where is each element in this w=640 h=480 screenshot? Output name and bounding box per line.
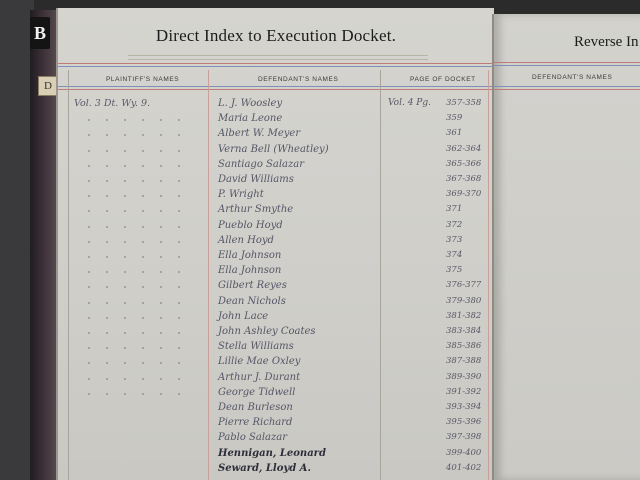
dotted-leader	[80, 346, 190, 350]
dotted-leader	[80, 316, 190, 320]
docket-page-cell: 359	[446, 113, 463, 124]
docket-page-cell: 357-358	[446, 98, 482, 108]
dotted-leader	[80, 149, 190, 153]
table-row	[58, 417, 494, 432]
defendant-name-cell: Allen Hoyd	[218, 234, 274, 246]
docket-page-cell: 365-366	[446, 158, 482, 169]
left-ledger-page	[56, 8, 494, 480]
docket-page-cell: 361	[446, 128, 463, 139]
dotted-leader	[80, 225, 190, 229]
defendant-name-cell: John Ashley Coates	[218, 326, 316, 337]
defendant-name-cell: Gilbert Reyes	[218, 280, 287, 292]
defendant-name-cell: Verna Bell (Wheatley)	[218, 143, 329, 155]
dotted-leader	[80, 331, 190, 335]
header-rule-red-lower	[494, 89, 640, 90]
table-row	[58, 356, 494, 371]
defendant-name-cell: Maria Leone	[218, 113, 283, 125]
table-row	[58, 250, 494, 265]
defendant-name-cell: P. Wright	[218, 189, 264, 201]
title-underline	[128, 55, 428, 60]
dotted-leader	[80, 301, 190, 305]
header-rule-red-lower	[58, 89, 494, 90]
dotted-leader	[80, 209, 190, 213]
book-spine	[0, 0, 34, 480]
dotted-leader	[80, 240, 190, 244]
column-header-page: PAGE OF DOCKET	[410, 76, 476, 83]
dotted-leader	[80, 179, 190, 183]
header-rule-red	[58, 63, 494, 64]
column-header-plaintiff: PLAINTIFF'S NAMES	[106, 76, 180, 83]
docket-page-cell: 374	[446, 250, 463, 260]
docket-page-cell: 389-390	[446, 371, 482, 382]
docket-page-cell: 362-364	[446, 143, 482, 154]
defendant-name-cell: Stella Williams	[218, 341, 294, 353]
header-rule-red	[494, 62, 640, 63]
defendant-name-cell: L. J. Woosley	[218, 98, 283, 109]
table-row	[58, 341, 494, 356]
docket-page-cell: 367-368	[446, 174, 482, 184]
defendant-name-cell: John Lace	[218, 310, 269, 322]
table-row	[58, 463, 494, 478]
plaintiff-cell: Vol. 3 Dt. Wy. 9.	[74, 98, 151, 109]
right-ledger-page	[492, 14, 640, 480]
defendant-name-cell: David Williams	[218, 174, 294, 185]
defendant-name-cell: Dean Burleson	[218, 402, 293, 413]
table-row	[58, 235, 494, 250]
table-row	[58, 174, 494, 189]
defendant-name-cell: Arthur Smythe	[218, 204, 294, 216]
table-row	[58, 144, 494, 159]
index-subtab-letter[interactable]: D	[38, 76, 58, 96]
docket-page-cell: 395-396	[446, 417, 482, 428]
defendant-name-cell: Ella Johnson	[218, 265, 282, 277]
dotted-leader	[80, 392, 190, 396]
defendant-name-cell: Albert W. Meyer	[218, 128, 301, 140]
table-row	[58, 296, 494, 311]
docket-page-cell: 373	[446, 234, 463, 245]
defendant-name-cell: George Tidwell	[218, 386, 296, 398]
table-row	[58, 448, 494, 463]
defendant-name-cell: Arthur J. Durant	[218, 371, 301, 383]
dotted-leader	[80, 361, 190, 365]
table-row	[58, 204, 494, 219]
column-header-defendant: DEFENDANT'S NAMES	[532, 74, 613, 81]
docket-page-cell: 383-384	[446, 326, 482, 336]
docket-page-cell: 385-386	[446, 341, 482, 352]
index-tab-letter[interactable]: B	[30, 17, 50, 49]
docket-page-cell: 371	[446, 204, 463, 215]
docket-page-cell: 381-382	[446, 310, 482, 321]
table-row	[58, 189, 494, 204]
docket-page-cell: 393-394	[446, 402, 482, 412]
dotted-leader	[80, 164, 190, 168]
docket-page-cell: 376-377	[446, 280, 482, 291]
table-row	[58, 372, 494, 387]
reverse-page-title: Reverse In	[574, 34, 639, 50]
header-rule-blue-lower	[58, 86, 494, 87]
defendant-name-cell: Seward, Lloyd A.	[218, 462, 311, 474]
table-row	[58, 402, 494, 417]
defendant-name-cell: Ella Johnson	[218, 250, 282, 261]
docket-page-cell: 401-402	[446, 462, 482, 473]
docket-page-cell: 372	[446, 219, 463, 230]
dotted-leader	[80, 118, 190, 122]
table-row	[58, 98, 494, 113]
dotted-leader	[80, 270, 190, 274]
header-rule-blue	[58, 66, 494, 67]
defendant-name-cell: Santiago Salazar	[218, 158, 305, 170]
table-row	[58, 311, 494, 326]
dotted-leader	[80, 255, 190, 259]
dotted-leader	[80, 377, 190, 381]
docket-page-cell: 397-398	[446, 432, 482, 443]
header-rule-blue	[494, 65, 640, 66]
table-row	[58, 159, 494, 174]
table-row	[58, 220, 494, 235]
column-header-defendant: DEFENDANT'S NAMES	[258, 76, 339, 83]
docket-page-cell: 375	[446, 265, 463, 276]
table-row	[58, 128, 494, 143]
table-row	[58, 432, 494, 447]
volume-prefix-cell: Vol. 4 Pg.	[388, 98, 431, 108]
docket-page-cell: 369-370	[446, 189, 482, 200]
table-row	[58, 387, 494, 402]
docket-page-cell: 379-380	[446, 295, 482, 306]
defendant-name-cell: Dean Nichols	[218, 295, 286, 307]
defendant-name-cell: Hennigan, Leonard	[218, 447, 326, 459]
table-row	[58, 280, 494, 295]
table-row	[58, 265, 494, 280]
defendant-name-cell: Pablo Salazar	[218, 432, 288, 444]
docket-page-cell: 387-388	[446, 356, 482, 367]
defendant-name-cell: Pierre Richard	[218, 417, 293, 429]
table-row	[58, 326, 494, 341]
docket-page-cell: 399-400	[446, 447, 482, 458]
defendant-name-cell: Pueblo Hoyd	[218, 219, 283, 231]
header-rule-blue-lower	[494, 86, 640, 87]
dotted-leader	[80, 285, 190, 289]
dotted-leader	[80, 133, 190, 137]
table-row	[58, 113, 494, 128]
defendant-name-cell: Lillie Mae Oxley	[218, 356, 301, 368]
page-title: Direct Index to Execution Docket.	[155, 26, 397, 45]
docket-page-cell: 391-392	[446, 386, 482, 397]
dotted-leader	[80, 194, 190, 198]
